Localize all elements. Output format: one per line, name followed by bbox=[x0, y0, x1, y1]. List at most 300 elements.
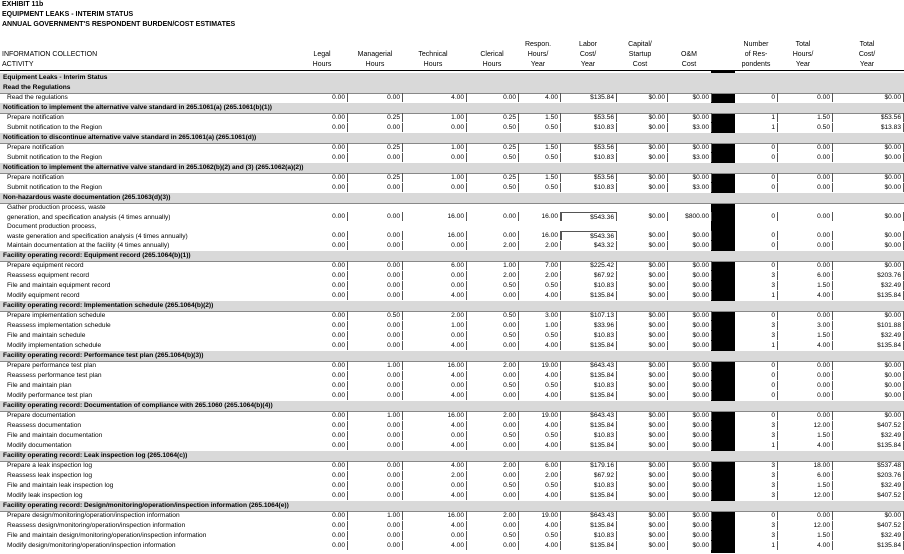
cell-om: $3.00 bbox=[668, 123, 712, 132]
cell-respon: 0.50 bbox=[519, 431, 561, 440]
cell-technical: 0.00 bbox=[403, 241, 467, 250]
header-technical-line: Hours bbox=[423, 61, 443, 68]
cell-labor: $135.84 bbox=[561, 541, 617, 550]
cell-om: $0.00 bbox=[668, 361, 712, 370]
table-row bbox=[0, 113, 904, 123]
cell-capital: $0.00 bbox=[617, 173, 668, 182]
cell-om: $0.00 bbox=[668, 261, 712, 270]
cell-legal: 0.00 bbox=[295, 491, 348, 500]
cell-total-hours: 1.50 bbox=[778, 531, 833, 540]
cell-capital: $0.00 bbox=[617, 231, 668, 240]
cell-clerical: 0.00 bbox=[467, 521, 519, 530]
cell-number: 0 bbox=[735, 371, 778, 380]
cell-respon: 19.00 bbox=[519, 361, 561, 370]
cell-respon: 7.00 bbox=[519, 261, 561, 270]
cell-legal: 0.00 bbox=[295, 471, 348, 480]
cell-clerical: 0.00 bbox=[467, 471, 519, 480]
cell-total-cost: $407.52 bbox=[833, 491, 904, 500]
section-title: Equipment Leaks - Interim Status bbox=[3, 74, 108, 81]
cell-capital: $0.00 bbox=[617, 481, 668, 490]
cell-om: $0.00 bbox=[668, 471, 712, 480]
cell-managerial: 0.25 bbox=[348, 173, 403, 182]
cell-clerical: 0.25 bbox=[467, 173, 519, 182]
cell-legal: 0.00 bbox=[295, 511, 348, 520]
cell-total-hours: 1.50 bbox=[778, 281, 833, 290]
section-title: Facility operating record: Leak inspection log (265.1064(c)) bbox=[3, 452, 188, 459]
cell-technical: 2.00 bbox=[403, 311, 467, 320]
cell-legal: 0.00 bbox=[295, 481, 348, 490]
cell-clerical: 0.00 bbox=[467, 441, 519, 450]
row-label: Submit notification to the Region bbox=[7, 184, 102, 191]
cell-legal: 0.00 bbox=[295, 183, 348, 192]
header-respon-line: Year bbox=[530, 61, 546, 68]
cell-legal: 0.00 bbox=[295, 331, 348, 340]
cell-total-hours: 4.00 bbox=[778, 541, 833, 550]
cell-clerical: 0.00 bbox=[467, 371, 519, 380]
cell-legal: 0.00 bbox=[295, 531, 348, 540]
cell-labor: $10.83 bbox=[561, 431, 617, 440]
cell-om: $0.00 bbox=[668, 173, 712, 182]
cell-managerial: 0.00 bbox=[348, 491, 403, 500]
cell-legal: 0.00 bbox=[295, 93, 348, 102]
header-number-line: pondents bbox=[741, 61, 771, 68]
cell-managerial: 0.00 bbox=[348, 281, 403, 290]
row-label: Reassess implementation schedule bbox=[7, 322, 111, 329]
table-row bbox=[0, 271, 904, 281]
table-row bbox=[0, 222, 904, 241]
cell-respon: 4.00 bbox=[519, 391, 561, 400]
cell-legal: 0.00 bbox=[295, 411, 348, 420]
cell-labor: $643.43 bbox=[561, 511, 617, 520]
cell-legal: 0.00 bbox=[295, 391, 348, 400]
cell-capital: $0.00 bbox=[617, 391, 668, 400]
table-row bbox=[0, 331, 904, 341]
cell-technical: 0.00 bbox=[403, 123, 467, 132]
cell-om: $0.00 bbox=[668, 441, 712, 450]
cell-capital: $0.00 bbox=[617, 431, 668, 440]
cell-capital: $0.00 bbox=[617, 143, 668, 152]
cell-total-cost: $0.00 bbox=[833, 93, 904, 102]
cell-total-cost: $0.00 bbox=[833, 183, 904, 192]
header-activity-line: ACTIVITY bbox=[2, 61, 34, 68]
cell-labor: $135.84 bbox=[561, 291, 617, 300]
header-number-line: of Res- bbox=[744, 51, 768, 58]
row-label: File and maintain design/monitoring/operation/inspection information bbox=[7, 532, 207, 539]
cell-managerial: 0.00 bbox=[348, 371, 403, 380]
cell-number: 1 bbox=[735, 541, 778, 550]
cell-respon: 4.00 bbox=[519, 441, 561, 450]
cell-total-hours: 18.00 bbox=[778, 461, 833, 470]
cell-labor: $179.16 bbox=[561, 461, 617, 470]
cell-technical: 0.00 bbox=[403, 271, 467, 280]
row-label: Gather production process, waste bbox=[7, 204, 106, 211]
section-title: Non-hazardous waste documentation (265.1063(d)(3)) bbox=[3, 194, 171, 201]
cell-labor: $135.84 bbox=[561, 491, 617, 500]
cell-total-hours: 0.00 bbox=[778, 173, 833, 182]
cell-om: $0.00 bbox=[668, 143, 712, 152]
row-label: waste generation and specification analysis (4 times annually) bbox=[7, 233, 188, 240]
cell-total-cost: $0.00 bbox=[833, 261, 904, 270]
cell-legal: 0.00 bbox=[295, 421, 348, 430]
cell-clerical: 0.50 bbox=[467, 123, 519, 132]
cell-clerical: 0.00 bbox=[467, 291, 519, 300]
cell-respon: 0.50 bbox=[519, 331, 561, 340]
cell-technical: 4.00 bbox=[403, 291, 467, 300]
cell-om: $0.00 bbox=[668, 331, 712, 340]
cell-total-hours: 6.00 bbox=[778, 271, 833, 280]
cell-number: 3 bbox=[735, 421, 778, 430]
cell-number: 3 bbox=[735, 491, 778, 500]
cell-total-cost: $13.83 bbox=[833, 123, 904, 132]
cell-om: $0.00 bbox=[668, 321, 712, 330]
cell-technical: 16.00 bbox=[403, 411, 467, 420]
row-label: Modify design/monitoring/operation/inspection information bbox=[7, 542, 176, 549]
cell-number: 3 bbox=[735, 461, 778, 470]
cell-total-hours: 0.00 bbox=[778, 511, 833, 520]
section-title: Notification to implement the alternative valve standard in 265.1062(b)(2) and (3) (265.1062(a)(2)) bbox=[3, 164, 304, 171]
header-legal-line: Legal bbox=[313, 51, 331, 58]
cell-om: $0.00 bbox=[668, 411, 712, 420]
cell-number: 0 bbox=[735, 153, 778, 162]
table-row bbox=[0, 381, 904, 391]
cell-legal: 0.00 bbox=[295, 173, 348, 182]
cell-total-cost: $203.76 bbox=[833, 271, 904, 280]
cell-om: $0.00 bbox=[668, 511, 712, 520]
table-row bbox=[0, 441, 904, 451]
cell-total-cost: $0.00 bbox=[833, 511, 904, 520]
cell-capital: $0.00 bbox=[617, 113, 668, 122]
header-capital-line: Capital/ bbox=[628, 41, 652, 48]
cell-labor: $10.83 bbox=[561, 153, 617, 162]
exhibit-title: EQUIPMENT LEAKS - INTERIM STATUS bbox=[2, 11, 134, 18]
row-label: Modify leak inspection log bbox=[7, 492, 83, 499]
cell-respon: 4.00 bbox=[519, 541, 561, 550]
cell-labor: $53.56 bbox=[561, 173, 617, 182]
cell-om: $0.00 bbox=[668, 381, 712, 390]
cell-legal: 0.00 bbox=[295, 341, 348, 350]
cell-number: 0 bbox=[735, 93, 778, 102]
cell-total-cost: $537.48 bbox=[833, 461, 904, 470]
table-row bbox=[0, 143, 904, 153]
cell-number: 3 bbox=[735, 281, 778, 290]
cell-legal: 0.00 bbox=[295, 521, 348, 530]
table-row bbox=[0, 481, 904, 491]
row-label: File and maintain plan bbox=[7, 382, 72, 389]
cell-managerial: 0.00 bbox=[348, 331, 403, 340]
cell-managerial: 0.00 bbox=[348, 391, 403, 400]
cell-legal: 0.00 bbox=[295, 361, 348, 370]
cell-capital: $0.00 bbox=[617, 321, 668, 330]
cell-total-hours: 0.00 bbox=[778, 231, 833, 240]
cell-technical: 0.00 bbox=[403, 153, 467, 162]
cell-respon: 4.00 bbox=[519, 421, 561, 430]
row-label: File and maintain documentation bbox=[7, 432, 103, 439]
cell-labor: $10.83 bbox=[561, 531, 617, 540]
cell-total-hours: 0.00 bbox=[778, 361, 833, 370]
row-label: Prepare documentation bbox=[7, 412, 76, 419]
cell-technical: 4.00 bbox=[403, 461, 467, 470]
cell-total-hours: 0.00 bbox=[778, 311, 833, 320]
cell-respon: 4.00 bbox=[519, 521, 561, 530]
cell-clerical: 0.00 bbox=[467, 541, 519, 550]
cell-managerial: 0.00 bbox=[348, 541, 403, 550]
cell-total-cost: $135.84 bbox=[833, 541, 904, 550]
cell-managerial: 0.00 bbox=[348, 441, 403, 450]
cell-total-cost: $0.00 bbox=[833, 241, 904, 250]
header-respon-line: Hours/ bbox=[527, 51, 549, 58]
cell-capital: $0.00 bbox=[617, 261, 668, 270]
row-label: Prepare performance test plan bbox=[7, 362, 97, 369]
cell-respon: 1.50 bbox=[519, 173, 561, 182]
cell-number: 0 bbox=[735, 143, 778, 152]
cell-total-hours: 0.00 bbox=[778, 143, 833, 152]
cell-total-hours: 0.00 bbox=[778, 381, 833, 390]
cell-clerical: 0.00 bbox=[467, 491, 519, 500]
cell-labor: $135.84 bbox=[561, 521, 617, 530]
cell-respon: 16.00 bbox=[519, 231, 561, 240]
cell-labor: $543.36 bbox=[561, 231, 617, 240]
cell-om: $0.00 bbox=[668, 281, 712, 290]
cell-managerial: 0.00 bbox=[348, 321, 403, 330]
cell-technical: 0.00 bbox=[403, 431, 467, 440]
section-title: Read the Regulations bbox=[3, 84, 71, 91]
cell-clerical: 2.00 bbox=[467, 241, 519, 250]
cell-total-hours: 0.00 bbox=[778, 212, 833, 221]
row-label: generation, and specification analysis (4 times annually) bbox=[7, 214, 171, 221]
cell-total-cost: $0.00 bbox=[833, 173, 904, 182]
cell-total-cost: $0.00 bbox=[833, 311, 904, 320]
cell-clerical: 0.00 bbox=[467, 231, 519, 240]
row-label: Prepare notification bbox=[7, 114, 64, 121]
cell-managerial: 0.00 bbox=[348, 521, 403, 530]
cell-legal: 0.00 bbox=[295, 291, 348, 300]
cell-labor: $135.84 bbox=[561, 441, 617, 450]
row-label: File and maintain leak inspection log bbox=[7, 482, 114, 489]
cell-om: $3.00 bbox=[668, 153, 712, 162]
cell-clerical: 0.50 bbox=[467, 431, 519, 440]
cell-clerical: 1.00 bbox=[467, 261, 519, 270]
cell-legal: 0.00 bbox=[295, 431, 348, 440]
cell-total-cost: $135.84 bbox=[833, 341, 904, 350]
cell-number: 0 bbox=[735, 391, 778, 400]
cell-total-hours: 0.00 bbox=[778, 391, 833, 400]
cell-om: $0.00 bbox=[668, 271, 712, 280]
cell-capital: $0.00 bbox=[617, 541, 668, 550]
cell-managerial: 0.00 bbox=[348, 231, 403, 240]
row-label: Prepare equipment record bbox=[7, 262, 84, 269]
cell-labor: $43.32 bbox=[561, 241, 617, 250]
cell-clerical: 0.50 bbox=[467, 531, 519, 540]
cell-labor: $10.83 bbox=[561, 123, 617, 132]
table-row bbox=[0, 491, 904, 501]
table-row bbox=[0, 391, 904, 401]
cell-labor: $135.84 bbox=[561, 341, 617, 350]
cell-number: 1 bbox=[735, 341, 778, 350]
cell-technical: 4.00 bbox=[403, 441, 467, 450]
table-row bbox=[0, 521, 904, 531]
cell-total-cost: $32.49 bbox=[833, 481, 904, 490]
cell-capital: $0.00 bbox=[617, 461, 668, 470]
cell-om: $0.00 bbox=[668, 291, 712, 300]
section-title: Facility operating record: Performance test plan (265.1064(b)(3)) bbox=[3, 352, 204, 359]
cell-managerial: 0.00 bbox=[348, 471, 403, 480]
header-capital-line: Startup bbox=[628, 51, 652, 58]
cell-legal: 0.00 bbox=[295, 123, 348, 132]
cell-managerial: 0.00 bbox=[348, 481, 403, 490]
cell-respon: 2.00 bbox=[519, 241, 561, 250]
header-om-line: O&M bbox=[681, 51, 697, 58]
header-respon-line: Respon. bbox=[524, 41, 552, 48]
cell-capital: $0.00 bbox=[617, 361, 668, 370]
cell-capital: $0.00 bbox=[617, 212, 668, 221]
header-total-hours-line: Total bbox=[795, 41, 811, 48]
cell-managerial: 0.00 bbox=[348, 183, 403, 192]
cell-respon: 4.00 bbox=[519, 491, 561, 500]
cell-capital: $0.00 bbox=[617, 471, 668, 480]
cell-legal: 0.00 bbox=[295, 143, 348, 152]
cell-respon: 16.00 bbox=[519, 212, 561, 221]
header-labor-line: Cost/ bbox=[579, 51, 597, 58]
cell-respon: 0.50 bbox=[519, 531, 561, 540]
header-technical-line: Technical bbox=[418, 51, 448, 58]
table-row bbox=[0, 431, 904, 441]
cell-labor: $53.56 bbox=[561, 113, 617, 122]
cell-respon: 0.50 bbox=[519, 153, 561, 162]
cell-legal: 0.00 bbox=[295, 541, 348, 550]
table-row bbox=[0, 281, 904, 291]
header-labor-line: Year bbox=[580, 61, 596, 68]
cell-number: 1 bbox=[735, 123, 778, 132]
cell-technical: 4.00 bbox=[403, 371, 467, 380]
row-label: Prepare notification bbox=[7, 144, 64, 151]
cell-number: 1 bbox=[735, 291, 778, 300]
cell-clerical: 0.00 bbox=[467, 391, 519, 400]
cell-total-hours: 12.00 bbox=[778, 491, 833, 500]
cell-managerial: 0.00 bbox=[348, 123, 403, 132]
cell-legal: 0.00 bbox=[295, 271, 348, 280]
cell-clerical: 0.50 bbox=[467, 153, 519, 162]
section-title: Facility operating record: Design/monitoring/operation/inspection information (265.1064(e)) bbox=[3, 502, 289, 509]
table-row bbox=[0, 411, 904, 421]
cell-capital: $0.00 bbox=[617, 281, 668, 290]
cell-managerial: 0.00 bbox=[348, 381, 403, 390]
cell-capital: $0.00 bbox=[617, 421, 668, 430]
row-label: Modify implementation schedule bbox=[7, 342, 102, 349]
cell-total-cost: $203.76 bbox=[833, 471, 904, 480]
cell-managerial: 0.00 bbox=[348, 93, 403, 102]
cell-total-cost: $32.49 bbox=[833, 281, 904, 290]
table-row bbox=[0, 361, 904, 371]
cell-om: $0.00 bbox=[668, 241, 712, 250]
cell-total-cost: $0.00 bbox=[833, 391, 904, 400]
cell-labor: $33.96 bbox=[561, 321, 617, 330]
header-legal-line: Hours bbox=[312, 61, 332, 68]
row-label: Reassess leak inspection log bbox=[7, 472, 93, 479]
cell-total-hours: 6.00 bbox=[778, 471, 833, 480]
cell-number: 1 bbox=[735, 113, 778, 122]
cell-respon: 4.00 bbox=[519, 371, 561, 380]
cell-labor: $10.83 bbox=[561, 331, 617, 340]
cell-technical: 0.00 bbox=[403, 481, 467, 490]
cell-respon: 3.00 bbox=[519, 311, 561, 320]
cell-number: 0 bbox=[735, 361, 778, 370]
cell-respon: 6.00 bbox=[519, 461, 561, 470]
cell-number: 0 bbox=[735, 311, 778, 320]
cell-respon: 4.00 bbox=[519, 291, 561, 300]
cell-om: $0.00 bbox=[668, 113, 712, 122]
cell-labor: $135.84 bbox=[561, 93, 617, 102]
cell-total-hours: 1.50 bbox=[778, 481, 833, 490]
table-row bbox=[0, 123, 904, 133]
cell-clerical: 2.00 bbox=[467, 361, 519, 370]
cell-managerial: 0.00 bbox=[348, 271, 403, 280]
cell-legal: 0.00 bbox=[295, 441, 348, 450]
cell-om: $3.00 bbox=[668, 183, 712, 192]
cell-respon: 0.50 bbox=[519, 481, 561, 490]
cell-technical: 4.00 bbox=[403, 491, 467, 500]
cell-om: $0.00 bbox=[668, 541, 712, 550]
cell-total-cost: $135.84 bbox=[833, 441, 904, 450]
cell-om: $0.00 bbox=[668, 491, 712, 500]
cell-technical: 4.00 bbox=[403, 391, 467, 400]
table-row bbox=[0, 421, 904, 431]
cell-technical: 16.00 bbox=[403, 361, 467, 370]
header-total-hours-line: Hours/ bbox=[792, 51, 814, 58]
table-row bbox=[0, 291, 904, 301]
cell-legal: 0.00 bbox=[295, 113, 348, 122]
row-label: Reassess design/monitoring/operation/inspection information bbox=[7, 522, 186, 529]
row-label: Modify documentation bbox=[7, 442, 72, 449]
cell-om: $0.00 bbox=[668, 481, 712, 490]
cell-capital: $0.00 bbox=[617, 93, 668, 102]
cell-capital: $0.00 bbox=[617, 153, 668, 162]
cell-clerical: 0.00 bbox=[467, 321, 519, 330]
cell-managerial: 1.00 bbox=[348, 511, 403, 520]
header-clerical-line: Clerical bbox=[480, 51, 504, 58]
cell-clerical: 0.25 bbox=[467, 113, 519, 122]
cell-managerial: 0.50 bbox=[348, 311, 403, 320]
cell-total-cost: $32.49 bbox=[833, 331, 904, 340]
cell-technical: 4.00 bbox=[403, 341, 467, 350]
cell-legal: 0.00 bbox=[295, 461, 348, 470]
table-row bbox=[0, 531, 904, 541]
cell-total-hours: 0.00 bbox=[778, 411, 833, 420]
cell-labor: $107.13 bbox=[561, 311, 617, 320]
cell-total-hours: 4.00 bbox=[778, 291, 833, 300]
cell-capital: $0.00 bbox=[617, 521, 668, 530]
cell-technical: 4.00 bbox=[403, 521, 467, 530]
cell-labor: $225.42 bbox=[561, 261, 617, 270]
cell-number: 3 bbox=[735, 471, 778, 480]
cell-total-hours: 0.00 bbox=[778, 261, 833, 270]
cell-labor: $10.83 bbox=[561, 481, 617, 490]
cell-number: 0 bbox=[735, 261, 778, 270]
cell-total-cost: $0.00 bbox=[833, 143, 904, 152]
cell-managerial: 0.00 bbox=[348, 241, 403, 250]
cell-total-hours: 4.00 bbox=[778, 441, 833, 450]
cell-clerical: 0.50 bbox=[467, 481, 519, 490]
row-label: Modify equipment record bbox=[7, 292, 80, 299]
cell-respon: 1.50 bbox=[519, 113, 561, 122]
cell-total-cost: $101.88 bbox=[833, 321, 904, 330]
row-label: Submit notification to the Region bbox=[7, 154, 102, 161]
cell-managerial: 0.00 bbox=[348, 421, 403, 430]
cell-legal: 0.00 bbox=[295, 321, 348, 330]
cell-managerial: 0.00 bbox=[348, 461, 403, 470]
cell-number: 3 bbox=[735, 481, 778, 490]
cell-om: $0.00 bbox=[668, 421, 712, 430]
header-activity-line: INFORMATION COLLECTION bbox=[2, 51, 98, 58]
